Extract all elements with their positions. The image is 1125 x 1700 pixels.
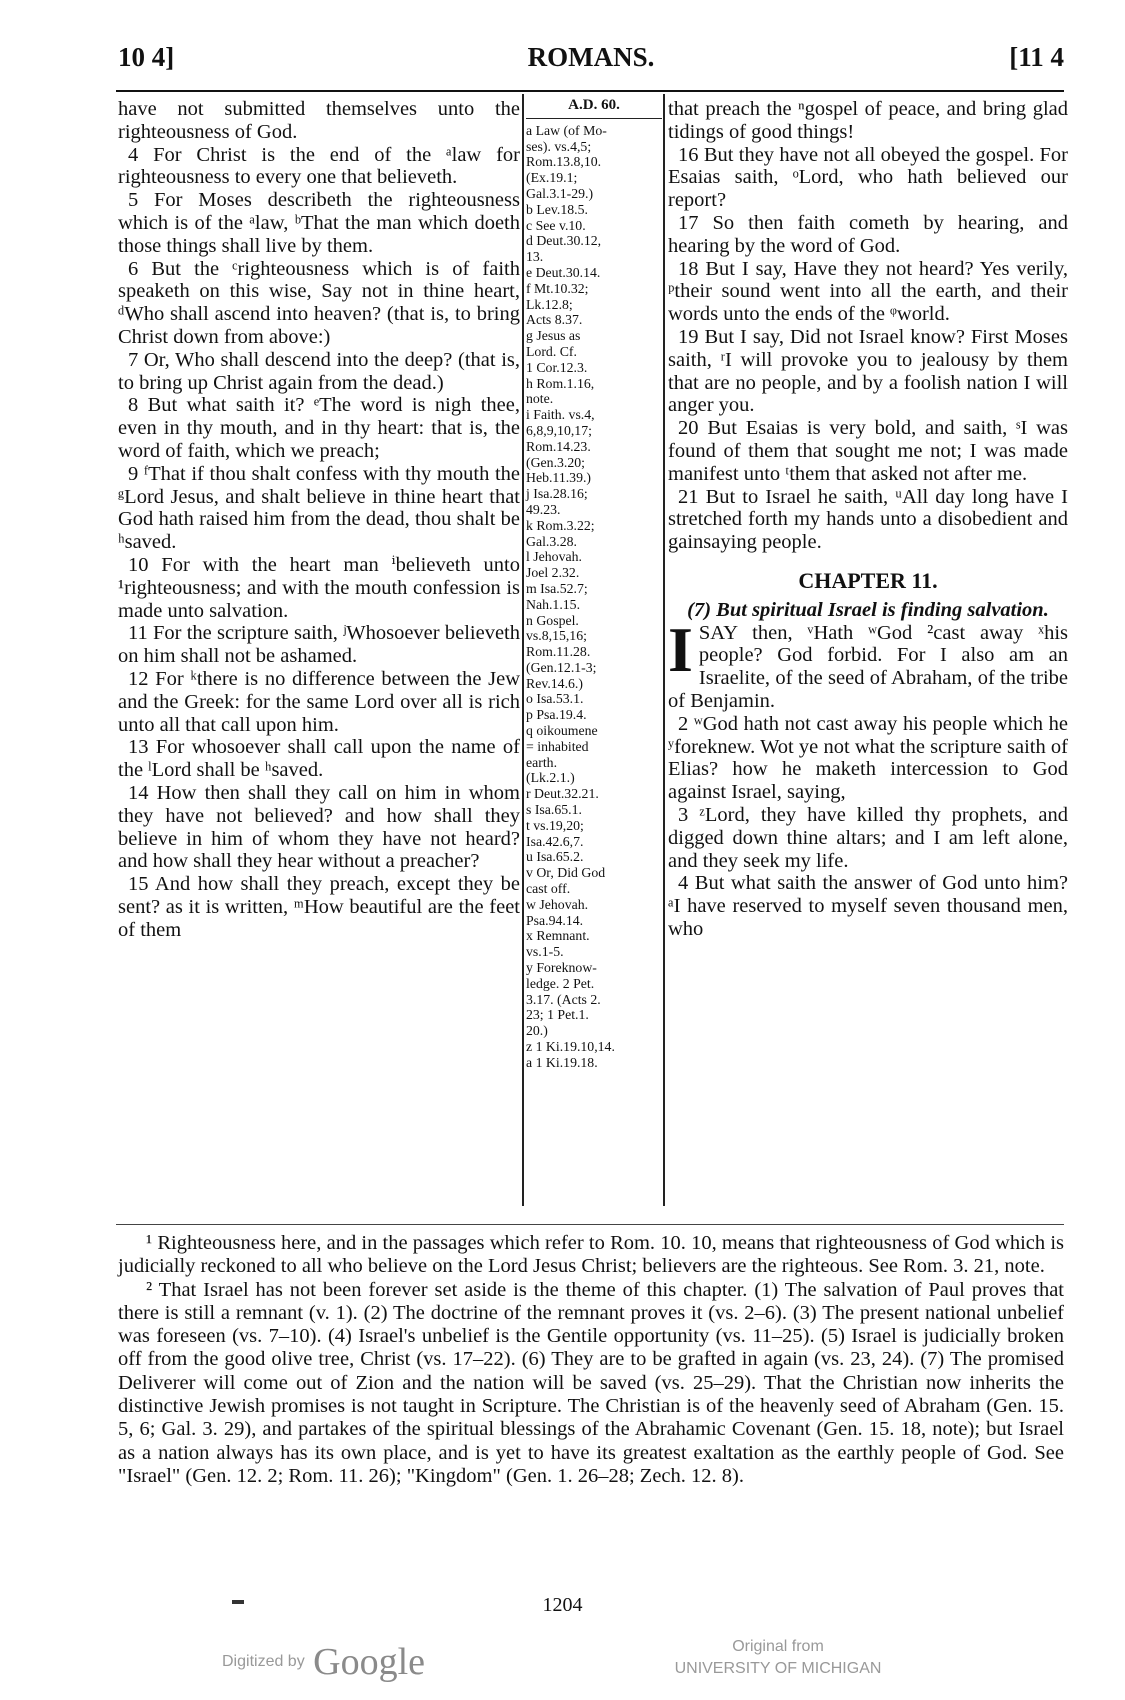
verse: 4 But what saith the answer of God unto him? ᵃI have reserved to myself seven thousand men, who bbox=[668, 872, 1068, 940]
reference: q oikoumene = inhabited earth. (Lk.2.1.) bbox=[526, 723, 598, 786]
reference: z 1 Ki.19.10,14. bbox=[526, 1039, 615, 1055]
digitized-label: Digitized by bbox=[222, 1653, 305, 1671]
footnote: ¹ Righteousness here, and in the passages which refer to Rom. 10. 10, means that righteousness of God which is judicially reckoned to all who believe on the Lord Jesus Christ; believers are the righteous. See Rom. 3. 21, note. bbox=[118, 1232, 1064, 1278]
verse: 21 But to Israel he saith, ᵘAll day long have I stretched forth my hands unto a disobedient and gainsaying people. bbox=[668, 485, 1068, 554]
verse: 18 But I say, Have they not heard? Yes verily, ᵖtheir sound went into all the earth, and their words unto the ends of the ᵠworld. bbox=[668, 257, 1068, 326]
verse: that preach the ⁿgospel of peace, and bring glad tidings of good things! bbox=[668, 98, 1068, 143]
scan-mark bbox=[232, 1600, 244, 1604]
reference: w Jehovah. Psa.94.14. bbox=[526, 896, 589, 928]
reference: s Isa.65.1. bbox=[526, 802, 582, 818]
verse-text: SAY then, ᵛHath ʷGod ²cast away ˣhis people? God forbid. For I also am an Israelite, of the seed of Abraham, of the tribe of Benjamin. bbox=[668, 621, 1068, 712]
reference: k Rom.3.22; Gal.3.28. bbox=[526, 517, 595, 549]
reference: f Mt.10.32; Lk.12.8; Acts 8.37. bbox=[526, 280, 589, 328]
margin-references bbox=[526, 98, 662, 1071]
original-from-watermark bbox=[668, 1636, 888, 1680]
verse: 3 ᶻLord, they have killed thy prophets, and digged down thine altars; and I am left alone, and they seek my life. bbox=[668, 803, 1068, 872]
reference: i Faith. vs.4, 6,8,9,10,17; Rom.14.23. (Gen.3.20; Heb.11.39.) bbox=[526, 407, 595, 486]
reference: p Psa.19.4. bbox=[526, 707, 587, 723]
reference: j Isa.28.16; 49.23. bbox=[526, 486, 588, 517]
reference: l Jehovah. Joel 2.32. bbox=[526, 549, 582, 581]
reference: x Remnant. vs.1-5. bbox=[526, 928, 590, 960]
left-column bbox=[118, 98, 520, 941]
verse: 4 For Christ is the end of the ᵃlaw for righteousness to every one that believeth. bbox=[118, 143, 520, 189]
header-left: 10 4] bbox=[118, 42, 175, 72]
reference: c See v.10. bbox=[526, 217, 586, 233]
header-right: [11 4 bbox=[1009, 42, 1064, 72]
column-divider-right bbox=[663, 94, 665, 1206]
footnotes bbox=[118, 1232, 1064, 1488]
original-line2: UNIVERSITY OF MICHIGAN bbox=[674, 1660, 882, 1677]
reference: h Rom.1.16, note. bbox=[526, 375, 595, 407]
reference: t vs.19,20; Isa.42.6,7. bbox=[526, 817, 584, 849]
verse: 2 ʷGod hath not cast away his people which he ʸforeknew. Wot ye not what the scripture saith of Elias? how he maketh intercession to God against Israel, saying, bbox=[668, 712, 1068, 804]
reference: d Deut.30.12, 13. bbox=[526, 233, 602, 265]
verse: 5 For Moses describeth the righteousness which is of the ᵃlaw, ᵇThat the man which doeth those things shall live by them. bbox=[118, 189, 520, 257]
footnote-rule bbox=[116, 1224, 1064, 1225]
running-header bbox=[118, 42, 1064, 78]
verse: 7 Or, Who shall descend into the deep? (that is, to bring up Christ again from the dead.) bbox=[118, 348, 520, 394]
verse: 15 And how shall they preach, except they be sent? as it is written, ᵐHow beautiful are the feet of them bbox=[118, 873, 520, 941]
reference: g Jesus as Lord. Cf. 1 Cor.12.3. bbox=[526, 328, 588, 375]
chapter-subtitle: (7) But spiritual Israel is finding salvation. bbox=[687, 598, 1049, 621]
reference: b Lev.18.5. bbox=[526, 201, 588, 217]
verse: 16 But they have not all obeyed the gospel. For Esaias saith, ᵒLord, who hath believed our report? bbox=[668, 143, 1068, 212]
reference: y Foreknow- ledge. 2 Pet. 3.17. (Acts 2. 23; 1 Pet.1. 20.) bbox=[526, 960, 601, 1039]
verse bbox=[668, 613, 1068, 713]
reference: o Isa.53.1. bbox=[526, 691, 584, 707]
verse: 9 ᶠThat if thou shalt confess with thy mouth the ᵍLord Jesus, and shalt believe in thine heart that God hath raised him from the dead, thou shalt be ʰsaved. bbox=[118, 462, 520, 554]
verse: 8 But what saith it? ᵉThe word is nigh thee, even in thy mouth, and in thy heart: that is, the word of faith, which we preach; bbox=[118, 394, 520, 462]
reference: m Isa.52.7; Nah.1.15. bbox=[526, 580, 588, 612]
reference: a Law (of Mo- ses). vs.4,5; Rom.13.8,10. (Ex.19.1; Gal.3.1-29.) bbox=[526, 122, 607, 201]
verse: have not submitted themselves unto the righteousness of God. bbox=[118, 98, 520, 143]
drop-cap: I bbox=[668, 613, 693, 685]
reference: v Or, Did God cast off. bbox=[526, 865, 606, 897]
verse: 11 For the scripture saith, ʲWhosoever believeth on him shall not be ashamed. bbox=[118, 622, 520, 668]
verse: 6 But the ᶜrighteousness which is of faith speaketh on this wise, Say not in thine heart, ᵈWho shall ascend into heaven? (that is, to bring Christ down from above:) bbox=[118, 257, 520, 348]
verse: 14 How then shall they call on him in whom they have not believed? and how shall they believe in him of whom they have not heard? and how shall they hear without a preacher? bbox=[118, 781, 520, 873]
header-rule bbox=[116, 90, 1064, 92]
footnote: ² That Israel has not been forever set aside is the theme of this chapter. (1) The salvation of Paul proves that there is still a remnant (v. 1). (2) The doctrine of the remnant proves it (vs. 2–6). (3) The present national unbelief was foreseen (vs. 7–10). (4) Israel's unbelief is the Gentile opportunity (vs. 11–25). (5) Israel is judicially broken off from the good olive tree, Christ (vs. 17–22). (6) They are to be grafted in again (vs. 23, 24). (7) The promised Deliverer will come out of Zion and the nation will be saved (vs. 25–29). That the Christian now inherits the distinctive Jewish promises is not taught in Scripture. The Christian is of the heavenly seed of Abraham (Gen. 15. 5, 6; Gal. 3. 29), and partakes of the spiritual blessings of the Abrahamic Covenant (Gen. 15. 18, note); but Israel as a nation always has its own place, and is yet to have its greatest exaltation as the earthly people of God. See "Israel" (Gen. 12. 2; Rom. 11. 26); "Kingdom" (Gen. 1. 26–28; Zech. 12. 8). bbox=[118, 1278, 1064, 1487]
original-line1: Original from bbox=[732, 1638, 824, 1655]
reference: e Deut.30.14. bbox=[526, 264, 601, 280]
page-number: 1204 bbox=[542, 1594, 583, 1616]
chapter-heading: CHAPTER 11. bbox=[798, 567, 938, 593]
digitized-watermark bbox=[222, 1640, 425, 1684]
right-column bbox=[668, 98, 1068, 941]
reference: r Deut.32.21. bbox=[526, 786, 599, 802]
verse: 10 For with the heart man ⁱbelieveth unto ¹righteousness; and with the mouth confession is made unto salvation. bbox=[118, 553, 520, 622]
google-logo: Google bbox=[313, 1641, 426, 1683]
date-label: A.D. 60. bbox=[526, 98, 662, 119]
reference: u Isa.65.2. bbox=[526, 849, 584, 865]
reference: a 1 Ki.19.18. bbox=[526, 1054, 598, 1070]
column-divider-left bbox=[522, 94, 524, 1206]
reference: n Gospel. vs.8,15,16; Rom.11.28. (Gen.12.1-3; Rev.14.6.) bbox=[526, 612, 597, 691]
verse: 13 For whosoever shall call upon the name of the ˡLord shall be ʰsaved. bbox=[118, 736, 520, 782]
verse: 19 But I say, Did not Israel know? First Moses saith, ʳI will provoke you to jealousy by them that are no people, and by a foolish nation I will anger you. bbox=[668, 325, 1068, 417]
verse: 17 So then faith cometh by hearing, and hearing by the word of God. bbox=[668, 211, 1068, 257]
header-title: ROMANS. bbox=[527, 42, 655, 72]
verse: 12 For ᵏthere is no difference between the Jew and the Greek: for the same Lord over all is rich unto all that call upon him. bbox=[118, 667, 520, 736]
verse: 20 But Esaias is very bold, and saith, ˢI was found of them that sought me not; I was made manifest unto ᵗthem that asked not after me. bbox=[668, 417, 1068, 485]
